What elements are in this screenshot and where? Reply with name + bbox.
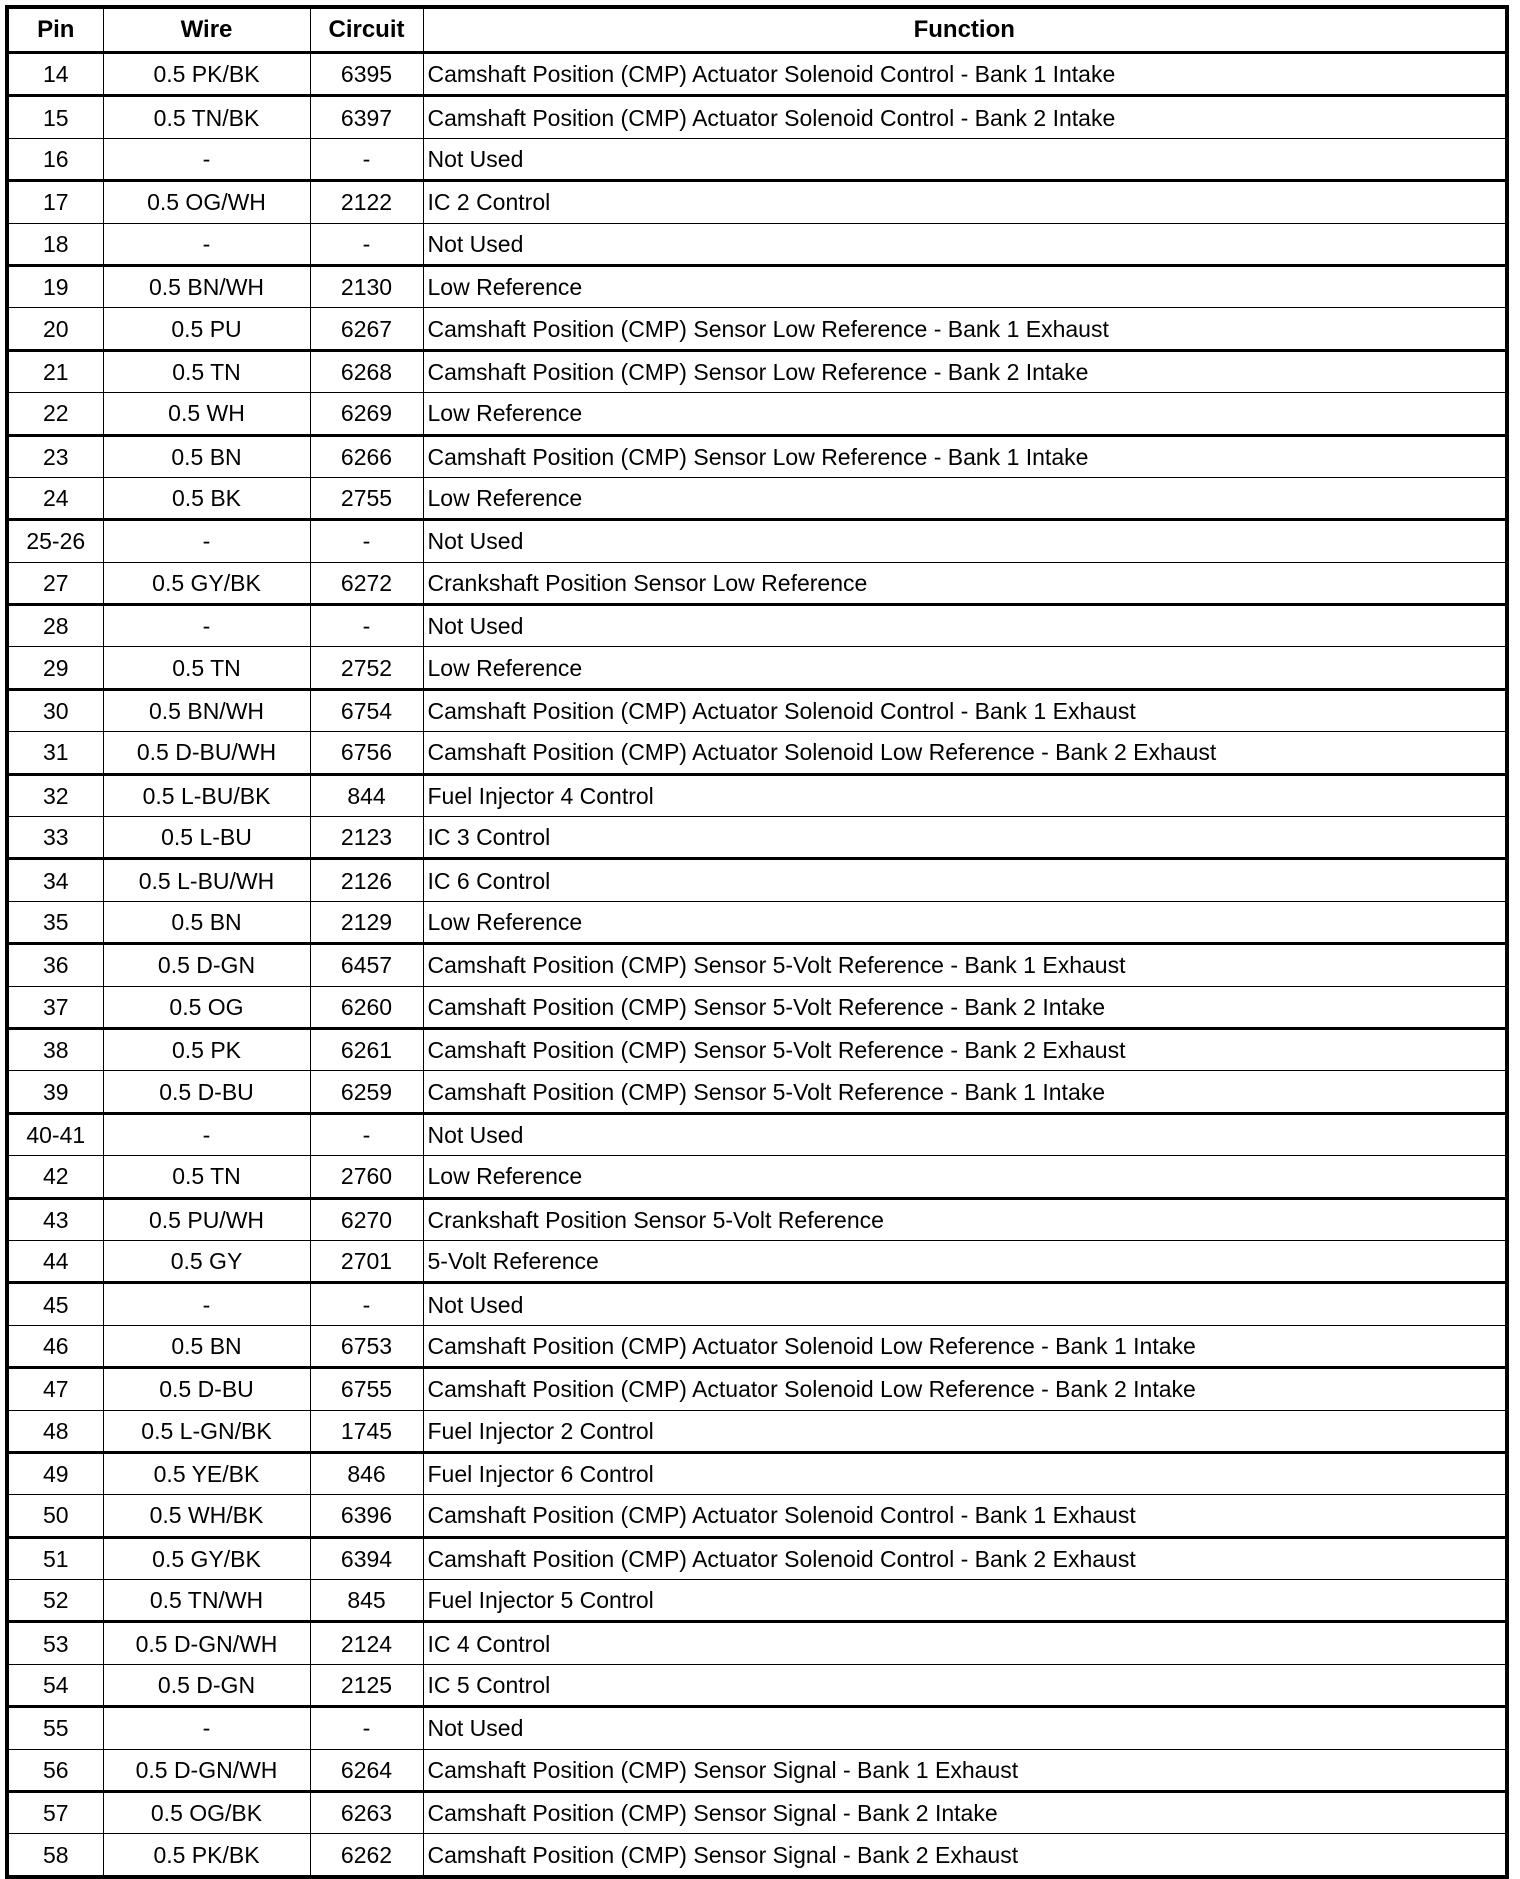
table-row [7,1071,1507,1113]
cell-circuit: 6262 [310,1834,423,1877]
cell-circuit: 6260 [310,986,423,1028]
cell-circuit: 6397 [310,96,423,138]
table-row [7,223,1507,265]
cell-function: Fuel Injector 6 Control [423,1452,1507,1494]
cell-circuit: 2126 [310,859,423,901]
cell-pin: 44 [7,1240,103,1282]
cell-function: IC 5 Control [423,1664,1507,1706]
table-row [7,1834,1507,1877]
cell-pin: 39 [7,1071,103,1113]
cell-function: Camshaft Position (CMP) Sensor 5-Volt Reference - Bank 1 Intake [423,1071,1507,1113]
cell-circuit: 6756 [310,732,423,774]
cell-wire: 0.5 GY/BK [103,562,310,604]
column-header-function: Function [423,7,1507,53]
table-row [7,817,1507,859]
column-header-wire: Wire [103,7,310,53]
cell-wire: 0.5 BK [103,477,310,519]
cell-circuit: 6394 [310,1537,423,1579]
table-row [7,1028,1507,1070]
cell-function: Camshaft Position (CMP) Actuator Solenoid Low Reference - Bank 2 Intake [423,1368,1507,1410]
cell-pin: 43 [7,1198,103,1240]
table-row [7,1707,1507,1749]
cell-function: Low Reference [423,393,1507,435]
column-header-circuit: Circuit [310,7,423,53]
cell-circuit: 2755 [310,477,423,519]
cell-pin: 21 [7,350,103,392]
cell-wire: 0.5 D-GN/WH [103,1749,310,1791]
cell-pin: 55 [7,1707,103,1749]
cell-pin: 50 [7,1495,103,1537]
cell-circuit: - [310,223,423,265]
table-row [7,350,1507,392]
cell-pin: 40-41 [7,1113,103,1155]
table-row [7,138,1507,180]
cell-circuit: 844 [310,774,423,816]
cell-function: Not Used [423,138,1507,180]
cell-function: Crankshaft Position Sensor 5-Volt Reference [423,1198,1507,1240]
cell-circuit: 845 [310,1580,423,1622]
cell-pin: 22 [7,393,103,435]
cell-wire: - [103,605,310,647]
cell-wire: 0.5 TN/WH [103,1580,310,1622]
cell-wire: - [103,1113,310,1155]
cell-wire: 0.5 TN [103,1156,310,1198]
cell-pin: 32 [7,774,103,816]
cell-pin: 25-26 [7,520,103,562]
cell-wire: - [103,1283,310,1325]
table-row [7,562,1507,604]
table-row [7,1537,1507,1579]
connector-pinout-table [5,5,1509,1879]
cell-circuit: - [310,605,423,647]
cell-wire: 0.5 D-BU [103,1368,310,1410]
table-row [7,1113,1507,1155]
cell-wire: 0.5 BN [103,901,310,943]
table-row [7,1664,1507,1706]
cell-wire: 0.5 WH/BK [103,1495,310,1537]
table-row [7,1283,1507,1325]
cell-wire: 0.5 YE/BK [103,1452,310,1494]
table-row [7,1792,1507,1834]
cell-pin: 38 [7,1028,103,1070]
table-row [7,53,1507,96]
cell-wire: 0.5 D-BU/WH [103,732,310,774]
cell-circuit: 2124 [310,1622,423,1664]
cell-function: Low Reference [423,901,1507,943]
cell-circuit: 2125 [310,1664,423,1706]
cell-wire: 0.5 L-BU [103,817,310,859]
cell-function: Not Used [423,1113,1507,1155]
cell-pin: 49 [7,1452,103,1494]
cell-pin: 30 [7,689,103,731]
cell-wire: 0.5 BN/WH [103,689,310,731]
cell-circuit: - [310,520,423,562]
cell-function: IC 4 Control [423,1622,1507,1664]
cell-pin: 56 [7,1749,103,1791]
table-row [7,1495,1507,1537]
cell-wire: 0.5 L-GN/BK [103,1410,310,1452]
cell-pin: 29 [7,647,103,689]
cell-function: Camshaft Position (CMP) Actuator Solenoid Control - Bank 1 Exhaust [423,1495,1507,1537]
cell-wire: 0.5 PU [103,308,310,350]
table-row [7,1156,1507,1198]
cell-pin: 58 [7,1834,103,1877]
cell-pin: 51 [7,1537,103,1579]
cell-function: Camshaft Position (CMP) Sensor Signal - Bank 2 Exhaust [423,1834,1507,1877]
cell-wire: - [103,138,310,180]
cell-pin: 18 [7,223,103,265]
table-row [7,1240,1507,1282]
cell-function: Fuel Injector 5 Control [423,1580,1507,1622]
cell-circuit: 846 [310,1452,423,1494]
column-header-pin: Pin [7,7,103,53]
cell-wire: 0.5 PK/BK [103,1834,310,1877]
cell-circuit: - [310,1707,423,1749]
cell-wire: 0.5 D-BU [103,1071,310,1113]
cell-pin: 52 [7,1580,103,1622]
cell-pin: 53 [7,1622,103,1664]
cell-function: Camshaft Position (CMP) Sensor 5-Volt Reference - Bank 2 Exhaust [423,1028,1507,1070]
cell-wire: 0.5 BN/WH [103,265,310,307]
table-row [7,647,1507,689]
cell-function: Camshaft Position (CMP) Actuator Solenoid Low Reference - Bank 1 Intake [423,1325,1507,1367]
table-row [7,435,1507,477]
cell-wire: 0.5 D-GN [103,1664,310,1706]
cell-pin: 19 [7,265,103,307]
cell-pin: 20 [7,308,103,350]
table-row [7,477,1507,519]
cell-function: Fuel Injector 4 Control [423,774,1507,816]
table-row [7,520,1507,562]
cell-wire: 0.5 D-GN [103,944,310,986]
cell-circuit: 2701 [310,1240,423,1282]
cell-function: Camshaft Position (CMP) Sensor Low Reference - Bank 1 Intake [423,435,1507,477]
cell-wire: - [103,520,310,562]
table-row [7,944,1507,986]
cell-circuit: 6270 [310,1198,423,1240]
cell-function: Not Used [423,1707,1507,1749]
cell-wire: 0.5 GY/BK [103,1537,310,1579]
cell-circuit: 6266 [310,435,423,477]
cell-pin: 42 [7,1156,103,1198]
cell-function: Not Used [423,223,1507,265]
cell-pin: 16 [7,138,103,180]
cell-circuit: 6261 [310,1028,423,1070]
table-row [7,393,1507,435]
table-row [7,1325,1507,1367]
cell-wire: - [103,1707,310,1749]
cell-circuit: 6753 [310,1325,423,1367]
cell-wire: 0.5 D-GN/WH [103,1622,310,1664]
cell-pin: 36 [7,944,103,986]
cell-circuit: - [310,1113,423,1155]
cell-wire: 0.5 OG/BK [103,1792,310,1834]
cell-wire: 0.5 L-BU/BK [103,774,310,816]
table-body [7,53,1507,1877]
cell-pin: 31 [7,732,103,774]
cell-function: Camshaft Position (CMP) Actuator Solenoid Control - Bank 2 Exhaust [423,1537,1507,1579]
cell-function: Camshaft Position (CMP) Sensor 5-Volt Reference - Bank 2 Intake [423,986,1507,1028]
cell-pin: 57 [7,1792,103,1834]
cell-function: Low Reference [423,265,1507,307]
cell-pin: 34 [7,859,103,901]
cell-function: Not Used [423,520,1507,562]
cell-wire: 0.5 OG [103,986,310,1028]
cell-function: Camshaft Position (CMP) Sensor Signal - Bank 1 Exhaust [423,1749,1507,1791]
cell-circuit: - [310,1283,423,1325]
cell-circuit: 6396 [310,1495,423,1537]
cell-pin: 17 [7,181,103,223]
cell-wire: 0.5 PK [103,1028,310,1070]
table-row [7,1749,1507,1791]
cell-function: Fuel Injector 2 Control [423,1410,1507,1452]
cell-function: Camshaft Position (CMP) Actuator Solenoid Control - Bank 1 Intake [423,53,1507,96]
cell-pin: 48 [7,1410,103,1452]
cell-function: Camshaft Position (CMP) Sensor Low Reference - Bank 1 Exhaust [423,308,1507,350]
cell-circuit: 2122 [310,181,423,223]
table-row [7,1368,1507,1410]
cell-circuit: 2123 [310,817,423,859]
cell-function: Camshaft Position (CMP) Actuator Solenoid Control - Bank 2 Intake [423,96,1507,138]
cell-function: Camshaft Position (CMP) Sensor Signal - Bank 2 Intake [423,1792,1507,1834]
cell-circuit: 2760 [310,1156,423,1198]
table-row [7,901,1507,943]
cell-pin: 35 [7,901,103,943]
table-row [7,689,1507,731]
table-row [7,1622,1507,1664]
cell-wire: - [103,223,310,265]
cell-circuit: 6259 [310,1071,423,1113]
cell-circuit: 2130 [310,265,423,307]
cell-function: Camshaft Position (CMP) Sensor Low Reference - Bank 2 Intake [423,350,1507,392]
table-header [7,7,1507,53]
cell-circuit: 6264 [310,1749,423,1791]
cell-circuit: 6269 [310,393,423,435]
cell-function: IC 3 Control [423,817,1507,859]
cell-wire: 0.5 WH [103,393,310,435]
cell-function: Low Reference [423,1156,1507,1198]
cell-pin: 28 [7,605,103,647]
cell-function: Not Used [423,1283,1507,1325]
cell-circuit: 6754 [310,689,423,731]
cell-wire: 0.5 OG/WH [103,181,310,223]
cell-function: Low Reference [423,477,1507,519]
cell-pin: 27 [7,562,103,604]
cell-wire: 0.5 L-BU/WH [103,859,310,901]
cell-function: Not Used [423,605,1507,647]
cell-function: Camshaft Position (CMP) Sensor 5-Volt Reference - Bank 1 Exhaust [423,944,1507,986]
cell-function: IC 2 Control [423,181,1507,223]
cell-wire: 0.5 PK/BK [103,53,310,96]
cell-pin: 47 [7,1368,103,1410]
cell-pin: 37 [7,986,103,1028]
cell-wire: 0.5 TN [103,350,310,392]
cell-wire: 0.5 TN/BK [103,96,310,138]
table-row [7,308,1507,350]
cell-circuit: 6268 [310,350,423,392]
cell-function: Camshaft Position (CMP) Actuator Solenoid Low Reference - Bank 2 Exhaust [423,732,1507,774]
table-row [7,986,1507,1028]
cell-circuit: - [310,138,423,180]
table-row [7,265,1507,307]
cell-circuit: 2752 [310,647,423,689]
cell-circuit: 2129 [310,901,423,943]
cell-pin: 15 [7,96,103,138]
cell-pin: 33 [7,817,103,859]
table-row [7,859,1507,901]
table-row [7,605,1507,647]
cell-wire: 0.5 BN [103,435,310,477]
table-row [7,1410,1507,1452]
cell-circuit: 6395 [310,53,423,96]
table-row [7,1452,1507,1494]
cell-pin: 24 [7,477,103,519]
cell-wire: 0.5 TN [103,647,310,689]
cell-pin: 23 [7,435,103,477]
cell-pin: 46 [7,1325,103,1367]
cell-function: Camshaft Position (CMP) Actuator Solenoid Control - Bank 1 Exhaust [423,689,1507,731]
cell-function: IC 6 Control [423,859,1507,901]
cell-function: Low Reference [423,647,1507,689]
cell-wire: 0.5 GY [103,1240,310,1282]
table-row [7,96,1507,138]
cell-circuit: 1745 [310,1410,423,1452]
cell-wire: 0.5 BN [103,1325,310,1367]
cell-circuit: 6457 [310,944,423,986]
header-row [7,7,1507,53]
cell-function: 5-Volt Reference [423,1240,1507,1282]
table-row [7,732,1507,774]
cell-wire: 0.5 PU/WH [103,1198,310,1240]
cell-circuit: 6755 [310,1368,423,1410]
cell-pin: 45 [7,1283,103,1325]
table-row [7,1198,1507,1240]
table-row [7,181,1507,223]
table-row [7,774,1507,816]
cell-circuit: 6267 [310,308,423,350]
cell-pin: 54 [7,1664,103,1706]
cell-circuit: 6263 [310,1792,423,1834]
cell-function: Crankshaft Position Sensor Low Reference [423,562,1507,604]
cell-circuit: 6272 [310,562,423,604]
cell-pin: 14 [7,53,103,96]
table-row [7,1580,1507,1622]
